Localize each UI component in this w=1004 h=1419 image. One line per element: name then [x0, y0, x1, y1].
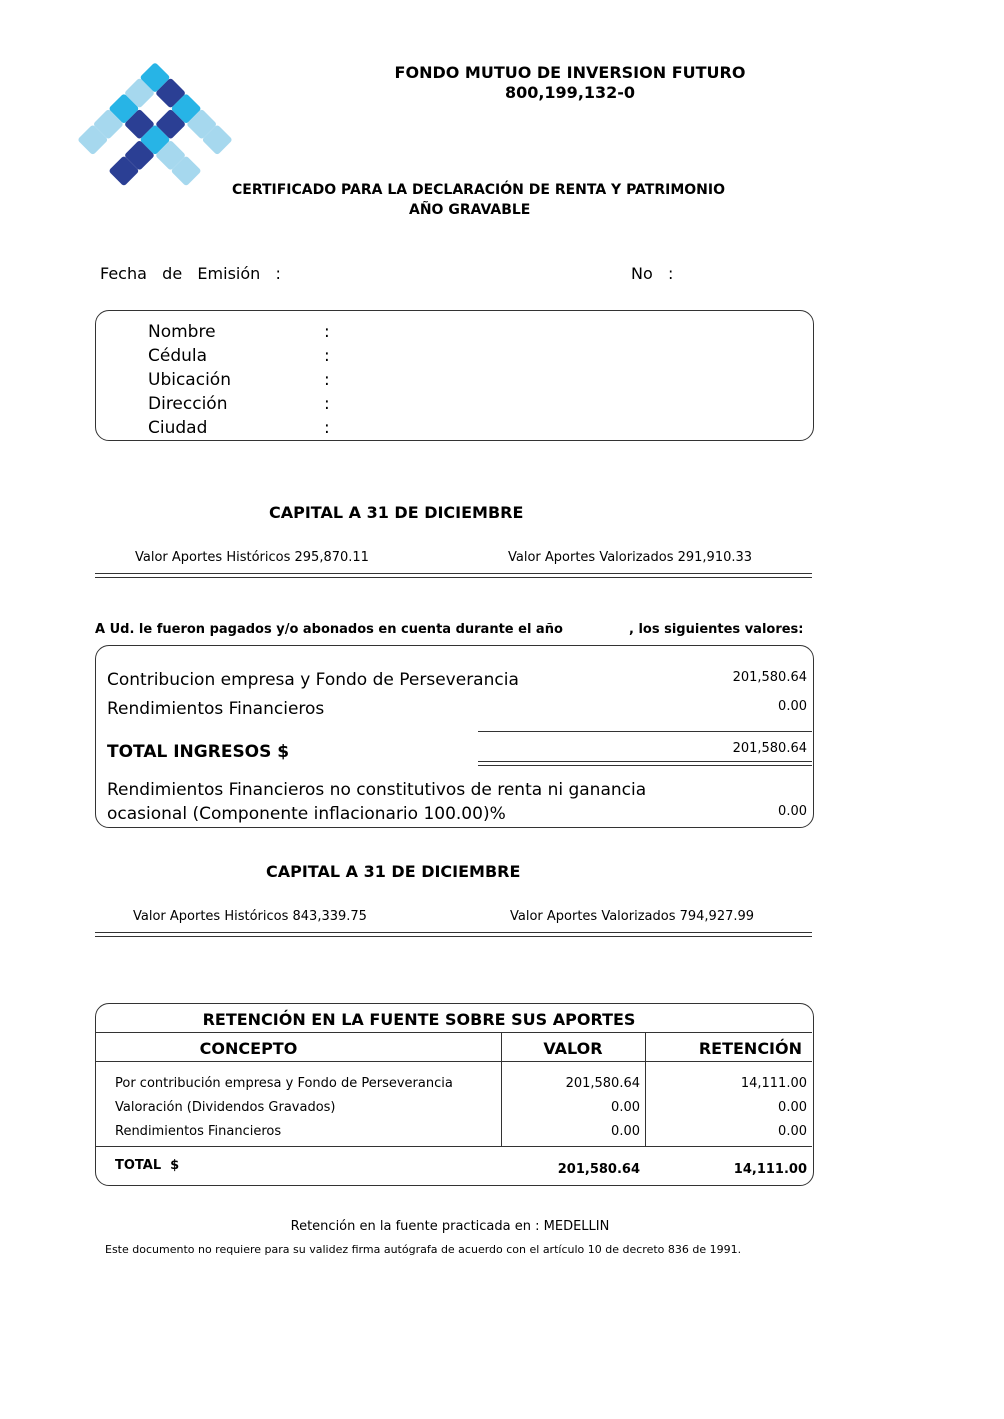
row-retencion: 0.00 — [778, 1124, 807, 1139]
header-valor: VALOR — [543, 1039, 603, 1058]
person-field-label: Ubicación — [148, 370, 231, 390]
non-taxable-line-2: ocasional (Componente inflacionario 100.00)% — [107, 804, 506, 824]
header-concepto: CONCEPTO — [199, 1039, 298, 1058]
retention-table — [95, 1003, 814, 1186]
tax-year-label: AÑO GRAVABLE — [409, 202, 531, 218]
total-income-value: 201,580.64 — [732, 741, 807, 756]
divider — [96, 1061, 812, 1062]
fund-name: FONDO MUTUO DE INVERSION FUTURO — [394, 63, 746, 82]
row-concepto: Por contribución empresa y Fondo de Perseverancia — [115, 1076, 453, 1091]
income-value-0: 201,580.64 — [732, 670, 807, 685]
divider — [478, 765, 812, 766]
paid-intro-left: A Ud. le fueron pagados y/o abonados en cuenta durante el año — [95, 622, 563, 637]
number-label: No : — [631, 264, 674, 283]
person-field-label: Nombre — [148, 322, 216, 342]
row-concepto: Valoración (Dividendos Gravados) — [115, 1100, 336, 1115]
person-field-label: Ciudad — [148, 418, 208, 438]
total-valor: 201,580.64 — [557, 1162, 640, 1177]
row-valor: 201,580.64 — [565, 1076, 640, 1091]
divider — [95, 936, 812, 937]
person-field-separator: : — [324, 418, 330, 438]
issue-date-label: Fecha de Emisión : — [100, 264, 281, 283]
legal-note: Este documento no requiere para su validez firma autógrafa de acuerdo con el artículo 10 de decreto 836 de 1991. — [105, 1243, 742, 1256]
row-valor: 0.00 — [611, 1100, 640, 1115]
divider — [96, 1146, 812, 1147]
total-income-label: TOTAL INGRESOS $ — [107, 742, 290, 762]
row-valor: 0.00 — [611, 1124, 640, 1139]
aportes-valorizados-2: Valor Aportes Valorizados 794,927.99 — [510, 909, 755, 924]
capital-title-1: CAPITAL A 31 DE DICIEMBRE — [269, 503, 524, 522]
retention-title: RETENCIÓN EN LA FUENTE SOBRE SUS APORTES — [202, 1010, 636, 1029]
aportes-valorizados-1: Valor Aportes Valorizados 291,910.33 — [508, 550, 753, 565]
paid-intro-right: , los siguientes valores: — [629, 622, 804, 637]
divider — [478, 761, 812, 762]
certificate-title: CERTIFICADO PARA LA DECLARACIÓN DE RENTA Y PATRIMONIO — [232, 182, 725, 198]
divider — [96, 1032, 812, 1033]
income-value-1: 0.00 — [778, 699, 807, 714]
income-label-0: Contribucion empresa y Fondo de Perseverancia — [107, 670, 519, 690]
row-retencion: 14,111.00 — [740, 1076, 807, 1091]
total-label: TOTAL $ — [115, 1158, 180, 1173]
fund-logo — [60, 50, 260, 200]
capital-title-2: CAPITAL A 31 DE DICIEMBRE — [266, 862, 521, 881]
divider — [95, 932, 812, 933]
income-label-1: Rendimientos Financieros — [107, 699, 325, 719]
person-field-separator: : — [324, 394, 330, 414]
divider — [95, 573, 812, 574]
person-field-separator: : — [324, 322, 330, 342]
person-field-label: Dirección — [148, 394, 228, 414]
divider — [95, 577, 812, 578]
person-field-separator: : — [324, 346, 330, 366]
aportes-historicos-2: Valor Aportes Históricos 843,339.75 — [133, 909, 367, 924]
non-taxable-line-1: Rendimientos Financieros no constitutivos de renta ni ganancia — [107, 780, 647, 800]
retention-place: Retención en la fuente practicada en : MEDELLIN — [290, 1219, 610, 1234]
non-taxable-value: 0.00 — [778, 804, 807, 819]
person-field-label: Cédula — [148, 346, 208, 366]
fund-nit: 800,199,132-0 — [504, 83, 636, 102]
person-field-separator: : — [324, 370, 330, 390]
divider — [478, 731, 812, 732]
fund-header — [370, 63, 770, 103]
row-retencion: 0.00 — [778, 1100, 807, 1115]
header-retencion: RETENCIÓN — [698, 1039, 802, 1058]
aportes-historicos-1: Valor Aportes Históricos 295,870.11 — [135, 550, 369, 565]
row-concepto: Rendimientos Financieros — [115, 1124, 282, 1139]
total-retencion: 14,111.00 — [733, 1162, 807, 1177]
